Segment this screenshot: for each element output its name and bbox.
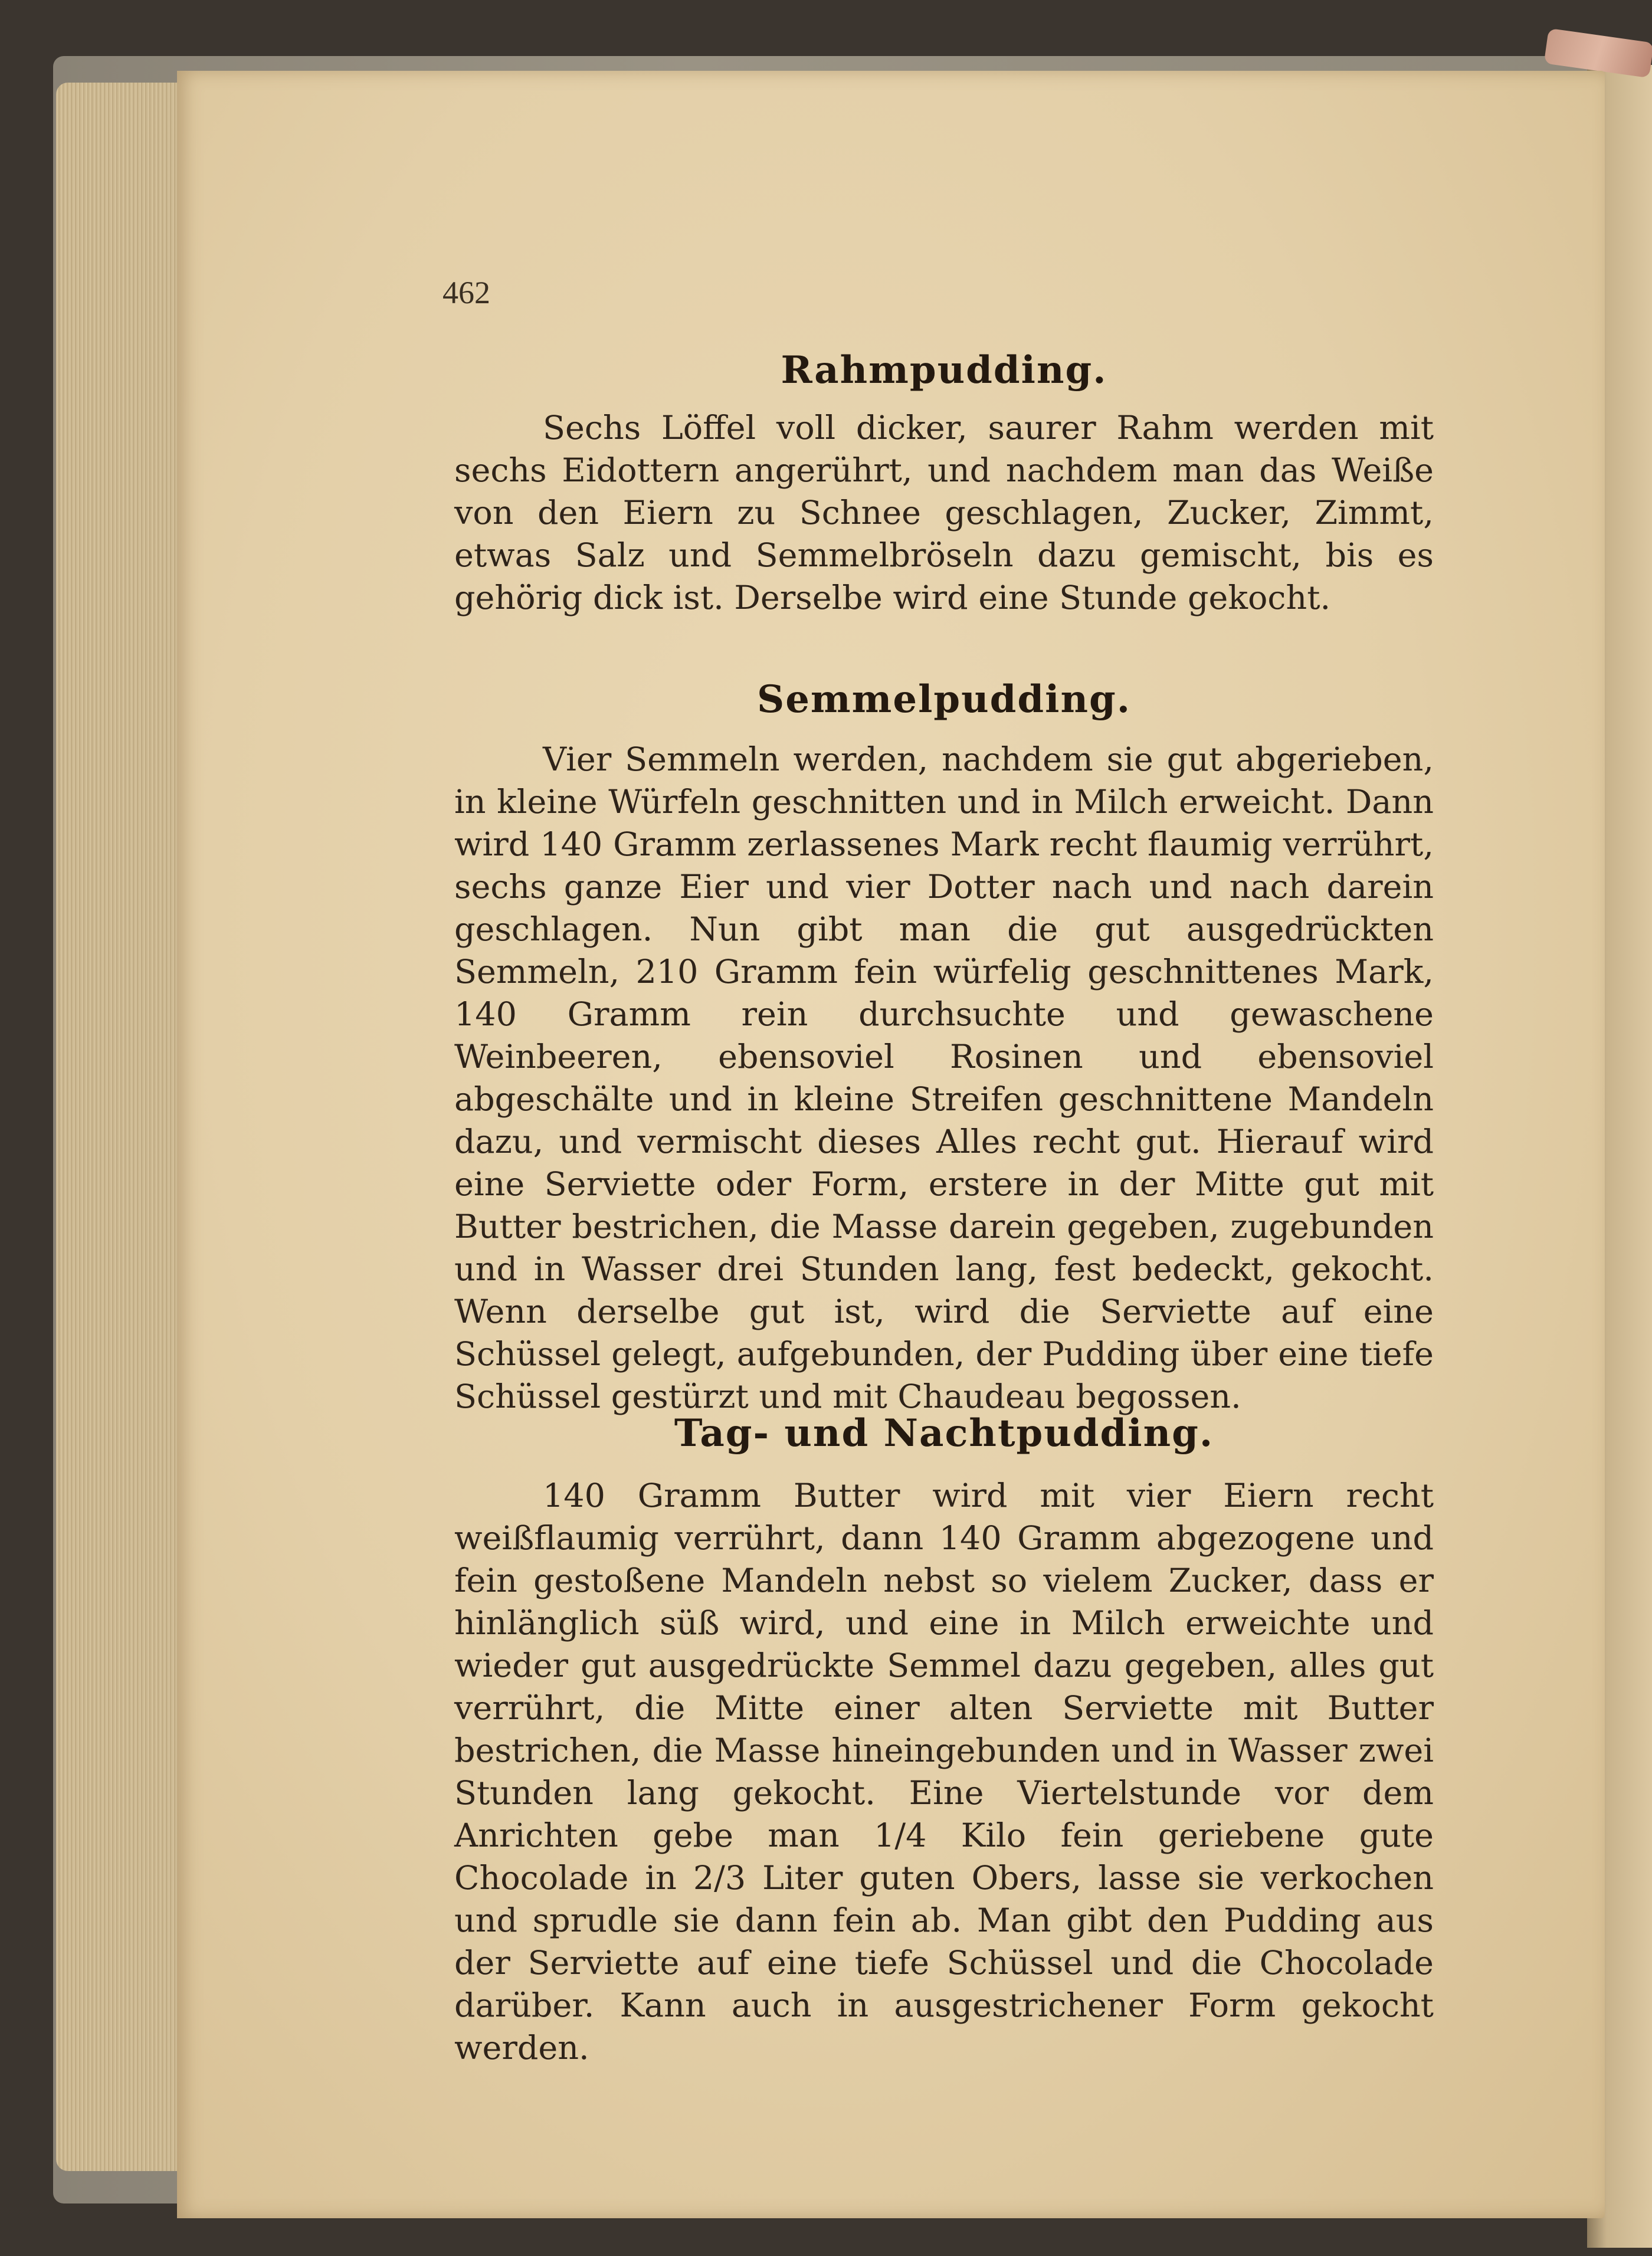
paragraph: Vier Semmeln werden, nachdem sie gut abgerieben, in kleine Würfeln geschnitten und in Milch erweicht. Dann wird 140 Gramm zerlassenes Mark recht flaumig verrührt, sechs ganze Eier und vier Dotter nach und nach darein geschlagen. Nun gibt man die gut ausgedrückten Semmeln, 210 Gramm fein würfelig geschnittenes Mark, 140 Gramm rein durchsuchte und gewaschene Weinbeeren, ebensoviel Rosinen und ebensoviel abgeschälte und in kleine Streifen geschnittene Mandeln dazu, und vermischt dieses Alles recht gut. Hierauf wird eine Serviette oder Form, erstere in der Mitte gut mit Butter bestrichen, die Masse darein gegeben, zugebunden und in Wasser drei Stunden lang, fest bedeckt, gekocht. Wenn derselbe gut ist, wird die Serviette auf eine Schüssel gelegt, aufgebunden, der Pudding über eine tiefe Schüssel gestürzt und mit Chaudeau begossen. — [454, 740, 1434, 1416]
section-title-tag-und-nachtpudding: Tag- und Nachtpudding. — [674, 1411, 1214, 1455]
page-number: 462 — [442, 275, 490, 310]
paragraph: 140 Gramm Butter wird mit vier Eiern recht weißflaumig verrührt, dann 140 Gramm abgezogene und fein gestoßene Mandeln nebst so vielem Zucker, dass er hinlänglich süß wird, und eine in Milch erweichte und wieder gut ausgedrückte Semmel dazu gegeben, alles gut verrührt, die Mitte einer alten Serviette mit Butter bestrichen, die Masse hineingebunden und in Wasser zwei Stunden lang gekocht. Eine Viertelstunde vor dem Anrichten gebe man 1/4 Kilo fein geriebene gute Chocolade in 2/3 Liter guten Obers, lasse sie verkochen und sprudle sie dann fein ab. Man gibt den Pudding aus der Serviette auf eine tiefe Schüssel und die Chocolade darüber. Kann auch in ausgestrichener Form gekocht werden. — [454, 1477, 1434, 2067]
section-title-rahmpudding: Rahmpudding. — [781, 348, 1107, 392]
paragraph: Sechs Löffel voll dicker, saurer Rahm werden mit sechs Eidottern angerührt, und nachdem man das Weiße von den Eiern zu Schnee geschlagen, Zucker, Zimmt, etwas Salz und Semmelbröseln dazu gemischt, bis es gehörig dick ist. Derselbe wird eine Stunde gekocht. — [454, 409, 1434, 617]
section-text-rahmpudding — [454, 407, 1434, 619]
section-title-semmelpudding: Semmelpudding. — [756, 677, 1132, 722]
section-text-tag-und-nachtpudding — [454, 1475, 1434, 2070]
section-text-semmelpudding — [454, 739, 1434, 1418]
